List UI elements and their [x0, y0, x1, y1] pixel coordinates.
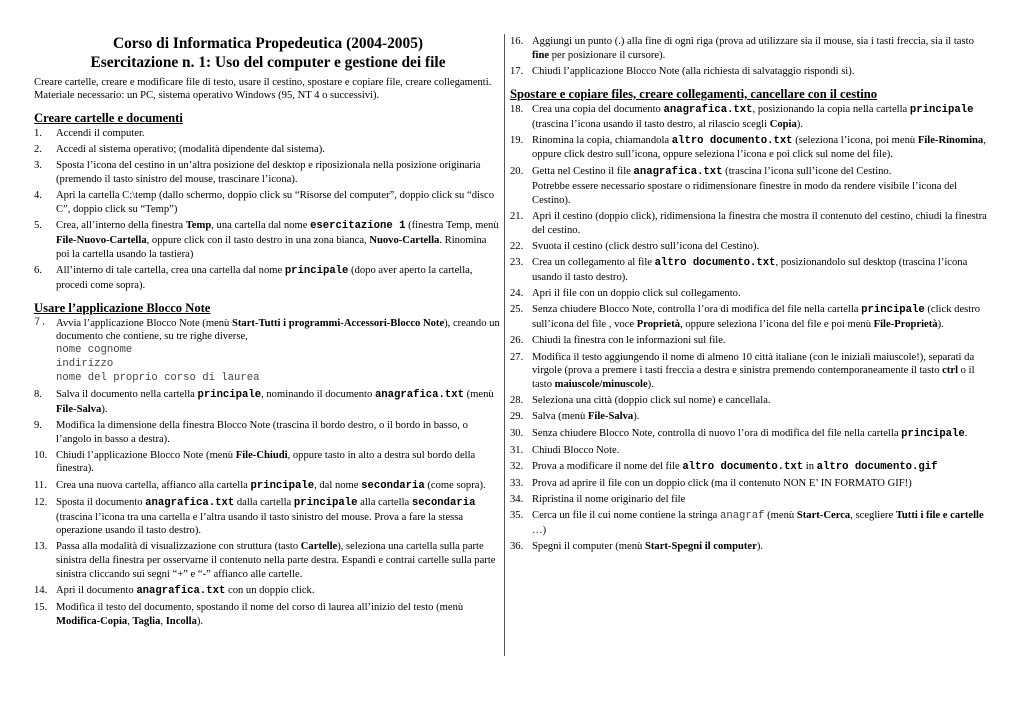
- list-item-24: 24. Apri il file con un doppio click sul collegamento.: [510, 288, 741, 300]
- list-item-21: 21. Apri il cestino (doppio click), ridimensiona la finestra che mostra il contenuto del cestino, chiudi la finestra del cestino.: [510, 211, 987, 237]
- list-item-32: 32. Prova a modificare il nome del file altro documento.txt in altro documento.gif: [510, 460, 938, 473]
- list-item-27: 27. Modifica il testo aggiungendo il nome di almeno 10 città italiane (con le iniziali maiuscole!), separati da virgole (prova a premere i tasti freccia a destra e sinistra premendo contemporaneamente il tasto ctrl o il tasto maiuscole/minuscole).: [510, 351, 975, 391]
- list-item-22: 22. Svuota il cestino (click destro sull’icona del Cestino).: [510, 241, 760, 253]
- list-create: [34, 127, 502, 292]
- list-item-11: 11. Crea una nuova cartella, affianco alla cartella principale, dal nome secondaria (come sopra).: [34, 479, 486, 492]
- section-heading-create: Creare cartelle e documenti: [34, 111, 183, 126]
- list-item-33: 33. Prova ad aprire il file con un doppio click (ma il contenuto NON E’ IN FORMATO GIF!): [510, 478, 912, 490]
- list-item-23: 23. Crea un collegamento al file altro documento.txt, posizionandolo sul desktop (trascina l’icona usando il tasto destro).: [510, 257, 968, 284]
- list-item-12: 12. Sposta il documento anagrafica.txt dalla cartella principale alla cartella secondaria (trascina l’icona tra una cartella e l’altra usando il tasto sinistro del mouse. Prova a fare la stessa operazione usando il tasto destro).: [34, 496, 476, 537]
- list-item-25: 25. Senza chiudere Blocco Note, controlla l’ora di modifica del file nella cartella principale (click destro sull’icona del file , voce Proprietà, oppure seleziona l’icona del file e poi menù File-Proprietà).: [510, 304, 981, 331]
- list-item-17: 17. Chiudi l’applicazione Blocco Note (alla richiesta di salvataggio rispondi sì).: [510, 65, 855, 77]
- list-item-7: 7. Avvia l’applicazione Blocco Note (menù Start-Tutti i programmi-Accessori-Blocco Note), creando un documento che contiene, su tre righe diverse, nome cognome indirizzo nome del proprio corso di laurea: [34, 316, 500, 384]
- list-item-26: 26. Chiudi la finestra con le informazioni sul file.: [510, 335, 726, 347]
- list-item-16: 16. Aggiungi un punto (.) alla fine di ogni riga (prova ad utilizzare sia il mouse, sia i tasti freccia, sia il tasto fine per posizionare il cursore).: [510, 36, 974, 61]
- list-item-14: 14. Apri il documento anagrafica.txt con un doppio click.: [34, 585, 315, 598]
- list-item-29: 29. Salva (menù File-Salva).: [510, 411, 640, 423]
- left-column: [34, 34, 502, 631]
- intro-paragraph: Creare cartelle, creare e modificare file di testo, usare il cestino, spostare e copiare file, creare collegamenti. Materiale necessario: un PC, sistema operativo Windows (95, NT 4 o successivi).: [34, 76, 492, 102]
- list-item-28: 28. Seleziona una città (doppio click sul nome) e cancellala.: [510, 395, 771, 407]
- list-item-34: 34. Ripristina il nome originario del file: [510, 494, 686, 506]
- list-item-15: 15. Modifica il testo del documento, spostando il nome del corso di laurea all’inizio del testo (menù Modifica-Copia, Taglia, Incolla).: [34, 602, 464, 628]
- section-heading-move-copy: Spostare e copiare files, creare collegamenti, cancellare con il cestino: [510, 86, 878, 101]
- list-item-10: 10. Chiudi l’applicazione Blocco Note (menù File-Chiudi, oppure tasto in alto a destra sul bordo della finestra).: [34, 449, 476, 475]
- section-heading-notepad: Usare l’applicazione Blocco Note: [34, 300, 211, 315]
- list-item-1: 1. Accendi il computer.: [34, 128, 145, 140]
- list-item-3: 3. Sposta l’icona del cestino in un’altra posizione del desktop e riposizionala nella posizione originaria (premendo il tasto sinistro del mouse, trascinare l’icona).: [34, 160, 481, 186]
- column-divider: [504, 34, 505, 656]
- list-item-18: 18. Crea una copia del documento anagrafica.txt, posizionando la copia nella cartella principale (trascina l’icona usando il tasto destro, al rilascio scegli Copia).: [510, 103, 974, 130]
- list-item-36: 36. Spegni il computer (menù Start-Spegni il computer).: [510, 541, 763, 553]
- list-move-copy: [510, 103, 990, 554]
- list-notepad-continued: [510, 35, 990, 79]
- list-item-6: 6. All’interno di tale cartella, crea una cartella dal nome principale (dopo aver aperto la cartella, procedi come sopra).: [34, 264, 473, 291]
- list-item-5: 5. Crea, all’interno della finestra Temp, una cartella dal nome esercitazione 1 (finestra Temp, menù File-Nuovo-Cartella, oppure click con il tasto destro in una zona bianca, Nuovo-Cartella. Rinomina poi la cartella usando la tastiera): [34, 220, 499, 260]
- list-item-9: 9. Modifica la dimensione della finestra Blocco Note (trascina il bordo destro, o il bordo in basso, o l’angolo in basso a destra).: [34, 419, 468, 445]
- title-line-1: Corso di Informatica Propedeutica (2004-2005): [112, 35, 424, 52]
- title-line-2: Esercitazione n. 1: Uso del computer e gestione dei file: [90, 54, 446, 72]
- list-item-13: 13. Passa alla modalità di visualizzazione con struttura (tasto Cartelle), seleziona una cartella sulla parte sinistra della finestra per osservarne il contenuto nella parte destra. Espandi e contrai cartelle sulla parte sinistra cliccando sui segni “+” e “-” affianco alle cartelle.: [34, 541, 496, 580]
- list-item-35: 35. Cerca un file il cui nome contiene la stringa anagraf (menù Start-Cerca, scegliere Tutti i file e cartelle …): [510, 510, 984, 537]
- list-item-31: 31. Chiudi Blocco Note.: [510, 444, 620, 456]
- list-item-19: 19. Rinomina la copia, chiamandola altro documento.txt (seleziona l’icona, poi menù File-Rinomina, oppure click destro sull’icona, oppure seleziona l’icona e poi click sul nome del file).: [510, 134, 986, 161]
- list-item-30: 30. Senza chiudere Blocco Note, controlla di nuovo l’ora di modifica del file nella cartella principale.: [510, 427, 968, 440]
- list-item-2: 2. Accedi al sistema operativo; (modalità dipendente dal sistema).: [34, 144, 325, 156]
- list-item-8: 8. Salva il documento nella cartella principale, nominando il documento anagrafica.txt (menù File-Salva).: [34, 388, 494, 415]
- list-item-4: 4. Apri la cartella C:\temp (dallo schermo, doppio click su “Risorse del computer”, doppio click su “disco C”, doppio click su “Temp”): [34, 190, 495, 216]
- right-column: [510, 35, 990, 556]
- list-notepad: [34, 317, 502, 629]
- list-item-20: 20. Getta nel Cestino il file anagrafica.txt (trascina l’icona sull’icone del Cestino. Potrebbe essere necessario spostare o ridimensionare finestre in modo da rendere visibile l’icona del Cestino).: [510, 165, 958, 207]
